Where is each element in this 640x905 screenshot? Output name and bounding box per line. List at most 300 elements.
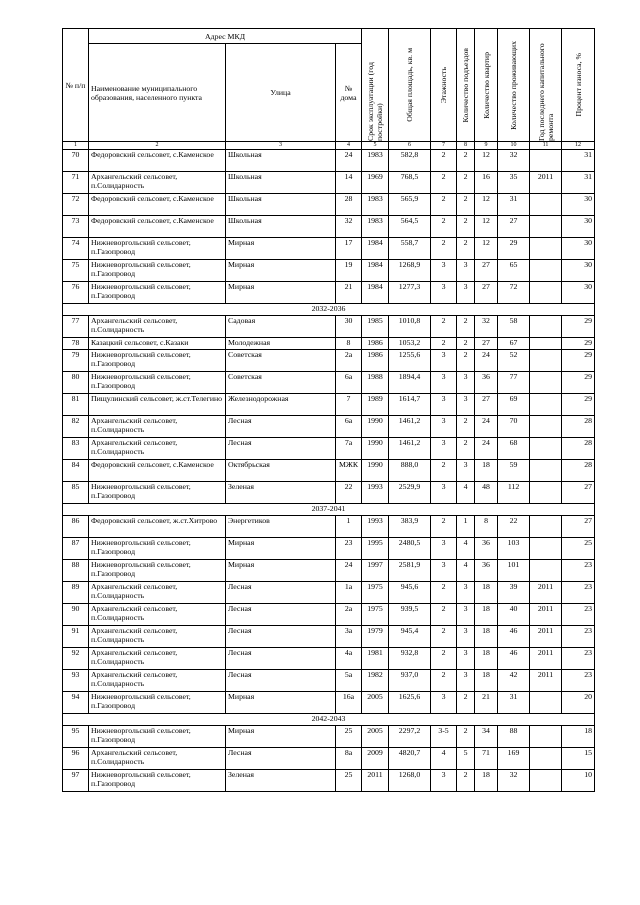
col-wear-header: Процент износа, % [573,53,583,117]
municipality: Архангельский сельсовет, п.Солидарность [89,172,226,194]
repair-year: 2011 [530,648,562,670]
street: Лесная [226,648,336,670]
build-year: 1984 [362,238,389,260]
municipality: Федоровский сельсовет, с.Каменское [89,216,226,238]
total-area: 1268,0 [389,770,431,792]
house-number: 1 [336,516,362,538]
build-year: 1975 [362,582,389,604]
municipality: Пищулинский сельсовет, ж.ст.Телегино [89,394,226,416]
period-label: 2042-2043 [63,714,595,726]
municipality: Нижневоргольский сельсовет, п.Газопровод [89,282,226,304]
floors: 2 [431,150,457,172]
street: Садовая [226,316,336,338]
row-number: 87 [63,538,89,560]
municipality: Нижневоргольский сельсовет, п.Газопровод [89,770,226,792]
table-row [63,372,595,394]
total-area: 932,8 [389,648,431,670]
col-street-header: Улица [226,44,336,142]
row-number: 91 [63,626,89,648]
build-year: 1969 [362,172,389,194]
entrances: 2 [457,770,475,792]
house-number: 28 [336,194,362,216]
street: Советская [226,350,336,372]
repair-year [530,560,562,582]
total-area: 939,5 [389,604,431,626]
row-number: 82 [63,416,89,438]
apartments: 18 [475,648,498,670]
municipality: Архангельский сельсовет, п.Солидарность [89,316,226,338]
residents: 169 [498,748,530,770]
street: Школьная [226,194,336,216]
house-number: 2а [336,350,362,372]
residents: 59 [498,460,530,482]
municipality: Архангельский сельсовет, п.Солидарность [89,604,226,626]
total-area: 1053,2 [389,338,431,350]
repair-year [530,394,562,416]
col-residents-header: Количество проживающих [509,40,519,130]
repair-year [530,238,562,260]
house-number: 16а [336,692,362,714]
house-number: 3а [336,626,362,648]
wear-percent: 28 [562,438,595,460]
municipality: Нижневоргольский сельсовет, п.Газопровод [89,560,226,582]
wear-percent: 27 [562,482,595,504]
table-row [63,516,595,538]
apartments: 12 [475,216,498,238]
apartment-buildings-table [62,28,595,792]
house-number: 5а [336,670,362,692]
street: Молодежная [226,338,336,350]
street: Школьная [226,150,336,172]
house-number: 7 [336,394,362,416]
wear-percent: 25 [562,538,595,560]
total-area: 4820,7 [389,748,431,770]
entrances: 3 [457,670,475,692]
floors: 3 [431,282,457,304]
total-area: 1255,6 [389,350,431,372]
municipality: Нижневоргольский сельсовет, п.Газопровод [89,538,226,560]
municipality: Нижневоргольский сельсовет, п.Газопровод [89,726,226,748]
apartments: 36 [475,538,498,560]
row-number: 80 [63,372,89,394]
total-area: 945,4 [389,626,431,648]
build-year: 1993 [362,516,389,538]
wear-percent: 18 [562,726,595,748]
house-number: 6а [336,372,362,394]
entrances: 2 [457,438,475,460]
table-body [63,150,595,792]
entrances: 3 [457,604,475,626]
total-area: 768,5 [389,172,431,194]
wear-percent: 28 [562,416,595,438]
floors: 2 [431,216,457,238]
table-row [63,282,595,304]
row-number: 73 [63,216,89,238]
table-row [63,194,595,216]
build-year: 1981 [362,648,389,670]
build-year: 1982 [362,670,389,692]
entrances: 2 [457,338,475,350]
row-number: 96 [63,748,89,770]
street: Лесная [226,670,336,692]
entrances: 2 [457,416,475,438]
street: Лесная [226,748,336,770]
total-area: 2297,2 [389,726,431,748]
entrances: 4 [457,560,475,582]
period-label: 2037-2041 [63,504,595,516]
municipality: Архангельский сельсовет, п.Солидарность [89,438,226,460]
table-row [63,460,595,482]
apartments: 18 [475,604,498,626]
entrances: 2 [457,172,475,194]
municipality: Нижневоргольский сельсовет, п.Газопровод [89,238,226,260]
floors: 3 [431,538,457,560]
table-row [63,726,595,748]
floors: 3 [431,394,457,416]
house-number: 24 [336,560,362,582]
street: Мирная [226,282,336,304]
col-municipality-header: Наименование муниципального образования, населенного пункта [89,44,226,142]
entrances: 2 [457,216,475,238]
address-group-header: Адрес МКД [89,29,362,44]
apartments: 18 [475,460,498,482]
residents: 101 [498,560,530,582]
row-number: 97 [63,770,89,792]
municipality: Федоровский сельсовет, с.Каменское [89,194,226,216]
table-row [63,260,595,282]
build-year: 1989 [362,394,389,416]
repair-year: 2011 [530,172,562,194]
residents: 22 [498,516,530,538]
apartments: 18 [475,582,498,604]
total-area: 2581,9 [389,560,431,582]
house-number: 32 [336,216,362,238]
residents: 65 [498,260,530,282]
residents: 103 [498,538,530,560]
repair-year [530,260,562,282]
residents: 77 [498,372,530,394]
apartments: 27 [475,260,498,282]
row-number: 90 [63,604,89,626]
repair-year [530,350,562,372]
repair-year [530,460,562,482]
floors: 2 [431,670,457,692]
street: Октябрьская [226,460,336,482]
apartments: 27 [475,394,498,416]
entrances: 3 [457,582,475,604]
wear-percent: 30 [562,216,595,238]
house-number: 24 [336,150,362,172]
floors: 2 [431,338,457,350]
table-row [63,648,595,670]
residents: 70 [498,416,530,438]
total-area: 1010,8 [389,316,431,338]
build-year: 1975 [362,604,389,626]
column-number: 9 [475,142,498,150]
municipality: Архангельский сельсовет, п.Солидарность [89,626,226,648]
build-year: 2011 [362,770,389,792]
column-number: 8 [457,142,475,150]
table-row [63,770,595,792]
residents: 32 [498,150,530,172]
residents: 31 [498,194,530,216]
wear-percent: 10 [562,770,595,792]
row-number: 92 [63,648,89,670]
apartments: 36 [475,372,498,394]
floors: 2 [431,194,457,216]
floors: 3 [431,692,457,714]
entrances: 4 [457,482,475,504]
house-number: 1а [336,582,362,604]
residents: 69 [498,394,530,416]
repair-year [530,194,562,216]
row-number: 76 [63,282,89,304]
floors: 3 [431,350,457,372]
repair-year: 2011 [530,670,562,692]
build-year: 1988 [362,372,389,394]
row-number: 84 [63,460,89,482]
table-header [63,29,595,150]
municipality: Архангельский сельсовет, п.Солидарность [89,648,226,670]
street: Мирная [226,238,336,260]
street: Лесная [226,416,336,438]
residents: 42 [498,670,530,692]
column-number: 12 [562,142,595,150]
repair-year [530,770,562,792]
build-year: 1984 [362,260,389,282]
municipality: Нижневоргольский сельсовет, п.Газопровод [89,260,226,282]
floors: 3 [431,438,457,460]
entrances: 4 [457,538,475,560]
row-number: 78 [63,338,89,350]
row-number: 70 [63,150,89,172]
column-number: 2 [89,142,226,150]
repair-year [530,538,562,560]
wear-percent: 23 [562,604,595,626]
apartments: 18 [475,670,498,692]
municipality: Архангельский сельсовет, п.Солидарность [89,748,226,770]
total-area: 2529,9 [389,482,431,504]
residents: 46 [498,626,530,648]
total-area: 1894,4 [389,372,431,394]
table-row [63,338,595,350]
wear-percent: 23 [562,560,595,582]
column-number: 4 [336,142,362,150]
total-area: 2480,5 [389,538,431,560]
table-row [63,482,595,504]
row-number: 89 [63,582,89,604]
municipality: Нижневоргольский сельсовет, п.Газопровод [89,692,226,714]
column-number: 1 [63,142,89,150]
col-num-header: № п/п [63,29,89,142]
municipality: Нижневоргольский сельсовет, п.Газопровод [89,372,226,394]
entrances: 3 [457,648,475,670]
floors: 3 [431,560,457,582]
entrances: 2 [457,316,475,338]
apartments: 8 [475,516,498,538]
municipality: Архангельский сельсовет, п.Солидарность [89,416,226,438]
residents: 58 [498,316,530,338]
house-number: МЖК [336,460,362,482]
floors: 2 [431,460,457,482]
wear-percent: 30 [562,238,595,260]
row-number: 79 [63,350,89,372]
repair-year [530,416,562,438]
repair-year [530,482,562,504]
build-year: 1995 [362,538,389,560]
residents: 40 [498,604,530,626]
wear-percent: 29 [562,350,595,372]
wear-percent: 23 [562,670,595,692]
house-number: 2а [336,604,362,626]
column-number: 5 [362,142,389,150]
apartments: 27 [475,338,498,350]
period-row [63,304,595,316]
street: Мирная [226,726,336,748]
table-row [63,350,595,372]
table-row [63,416,595,438]
street: Школьная [226,216,336,238]
build-year: 2005 [362,692,389,714]
build-year: 1979 [362,626,389,648]
build-year: 1990 [362,416,389,438]
municipality: Нижневоргольский сельсовет, п.Газопровод [89,350,226,372]
repair-year [530,216,562,238]
house-number: 22 [336,482,362,504]
build-year: 1985 [362,316,389,338]
floors: 4 [431,748,457,770]
street: Мирная [226,560,336,582]
build-year: 1984 [362,282,389,304]
row-number: 86 [63,516,89,538]
repair-year [530,150,562,172]
residents: 32 [498,770,530,792]
floors: 3-5 [431,726,457,748]
floors: 3 [431,770,457,792]
total-area: 565,9 [389,194,431,216]
apartments: 12 [475,150,498,172]
repair-year: 2011 [530,604,562,626]
apartments: 24 [475,438,498,460]
build-year: 1983 [362,150,389,172]
entrances: 3 [457,372,475,394]
floors: 2 [431,516,457,538]
apartments: 21 [475,692,498,714]
column-number: 10 [498,142,530,150]
period-label: 2032-2036 [63,304,595,316]
apartments: 16 [475,172,498,194]
repair-year [530,338,562,350]
house-number: 8а [336,748,362,770]
street: Зеленая [226,770,336,792]
street: Железнодорожная [226,394,336,416]
entrances: 3 [457,460,475,482]
table-row [63,560,595,582]
row-number: 88 [63,560,89,582]
floors: 2 [431,582,457,604]
build-year: 1990 [362,438,389,460]
residents: 46 [498,648,530,670]
wear-percent: 27 [562,516,595,538]
repair-year [530,282,562,304]
col-year-header: Срок эксплуатации (год постройки) [366,62,385,141]
house-number: 14 [336,172,362,194]
row-number: 81 [63,394,89,416]
wear-percent: 29 [562,338,595,350]
floors: 2 [431,172,457,194]
floors: 2 [431,626,457,648]
total-area: 1625,6 [389,692,431,714]
repair-year [530,726,562,748]
wear-percent: 29 [562,394,595,416]
build-year: 1986 [362,350,389,372]
house-number: 8 [336,338,362,350]
row-number: 85 [63,482,89,504]
repair-year [530,372,562,394]
floors: 2 [431,316,457,338]
entrances: 3 [457,260,475,282]
street: Советская [226,372,336,394]
entrances: 2 [457,692,475,714]
entrances: 3 [457,394,475,416]
row-number: 94 [63,692,89,714]
table-row [63,538,595,560]
build-year: 1990 [362,460,389,482]
wear-percent: 20 [562,692,595,714]
street: Зеленая [226,482,336,504]
street: Лесная [226,438,336,460]
municipality: Федоровский сельсовет, с.Каменское [89,460,226,482]
apartments: 34 [475,726,498,748]
column-number-row [63,142,595,150]
entrances: 2 [457,726,475,748]
total-area: 937,0 [389,670,431,692]
street: Энергетиков [226,516,336,538]
table-row [63,172,595,194]
repair-year: 2011 [530,582,562,604]
floors: 3 [431,260,457,282]
floors: 2 [431,238,457,260]
entrances: 2 [457,194,475,216]
residents: 88 [498,726,530,748]
entrances: 1 [457,516,475,538]
entrances: 3 [457,282,475,304]
street: Школьная [226,172,336,194]
wear-percent: 29 [562,372,595,394]
col-floors-header: Этажность [439,66,449,104]
total-area: 582,8 [389,150,431,172]
wear-percent: 31 [562,172,595,194]
col-entrances-header: Количество подъездов [461,47,471,123]
table-row [63,216,595,238]
house-number: 6а [336,416,362,438]
repair-year [530,692,562,714]
repair-year [530,438,562,460]
entrances: 3 [457,626,475,648]
apartments: 18 [475,770,498,792]
street: Мирная [226,538,336,560]
apartments: 32 [475,316,498,338]
municipality: Нижневоргольский сельсовет, п.Газопровод [89,482,226,504]
total-area: 1614,7 [389,394,431,416]
floors: 3 [431,372,457,394]
residents: 52 [498,350,530,372]
repair-year: 2011 [530,626,562,648]
total-area: 1461,2 [389,438,431,460]
build-year: 1993 [362,482,389,504]
column-number: 3 [226,142,336,150]
entrances: 2 [457,350,475,372]
